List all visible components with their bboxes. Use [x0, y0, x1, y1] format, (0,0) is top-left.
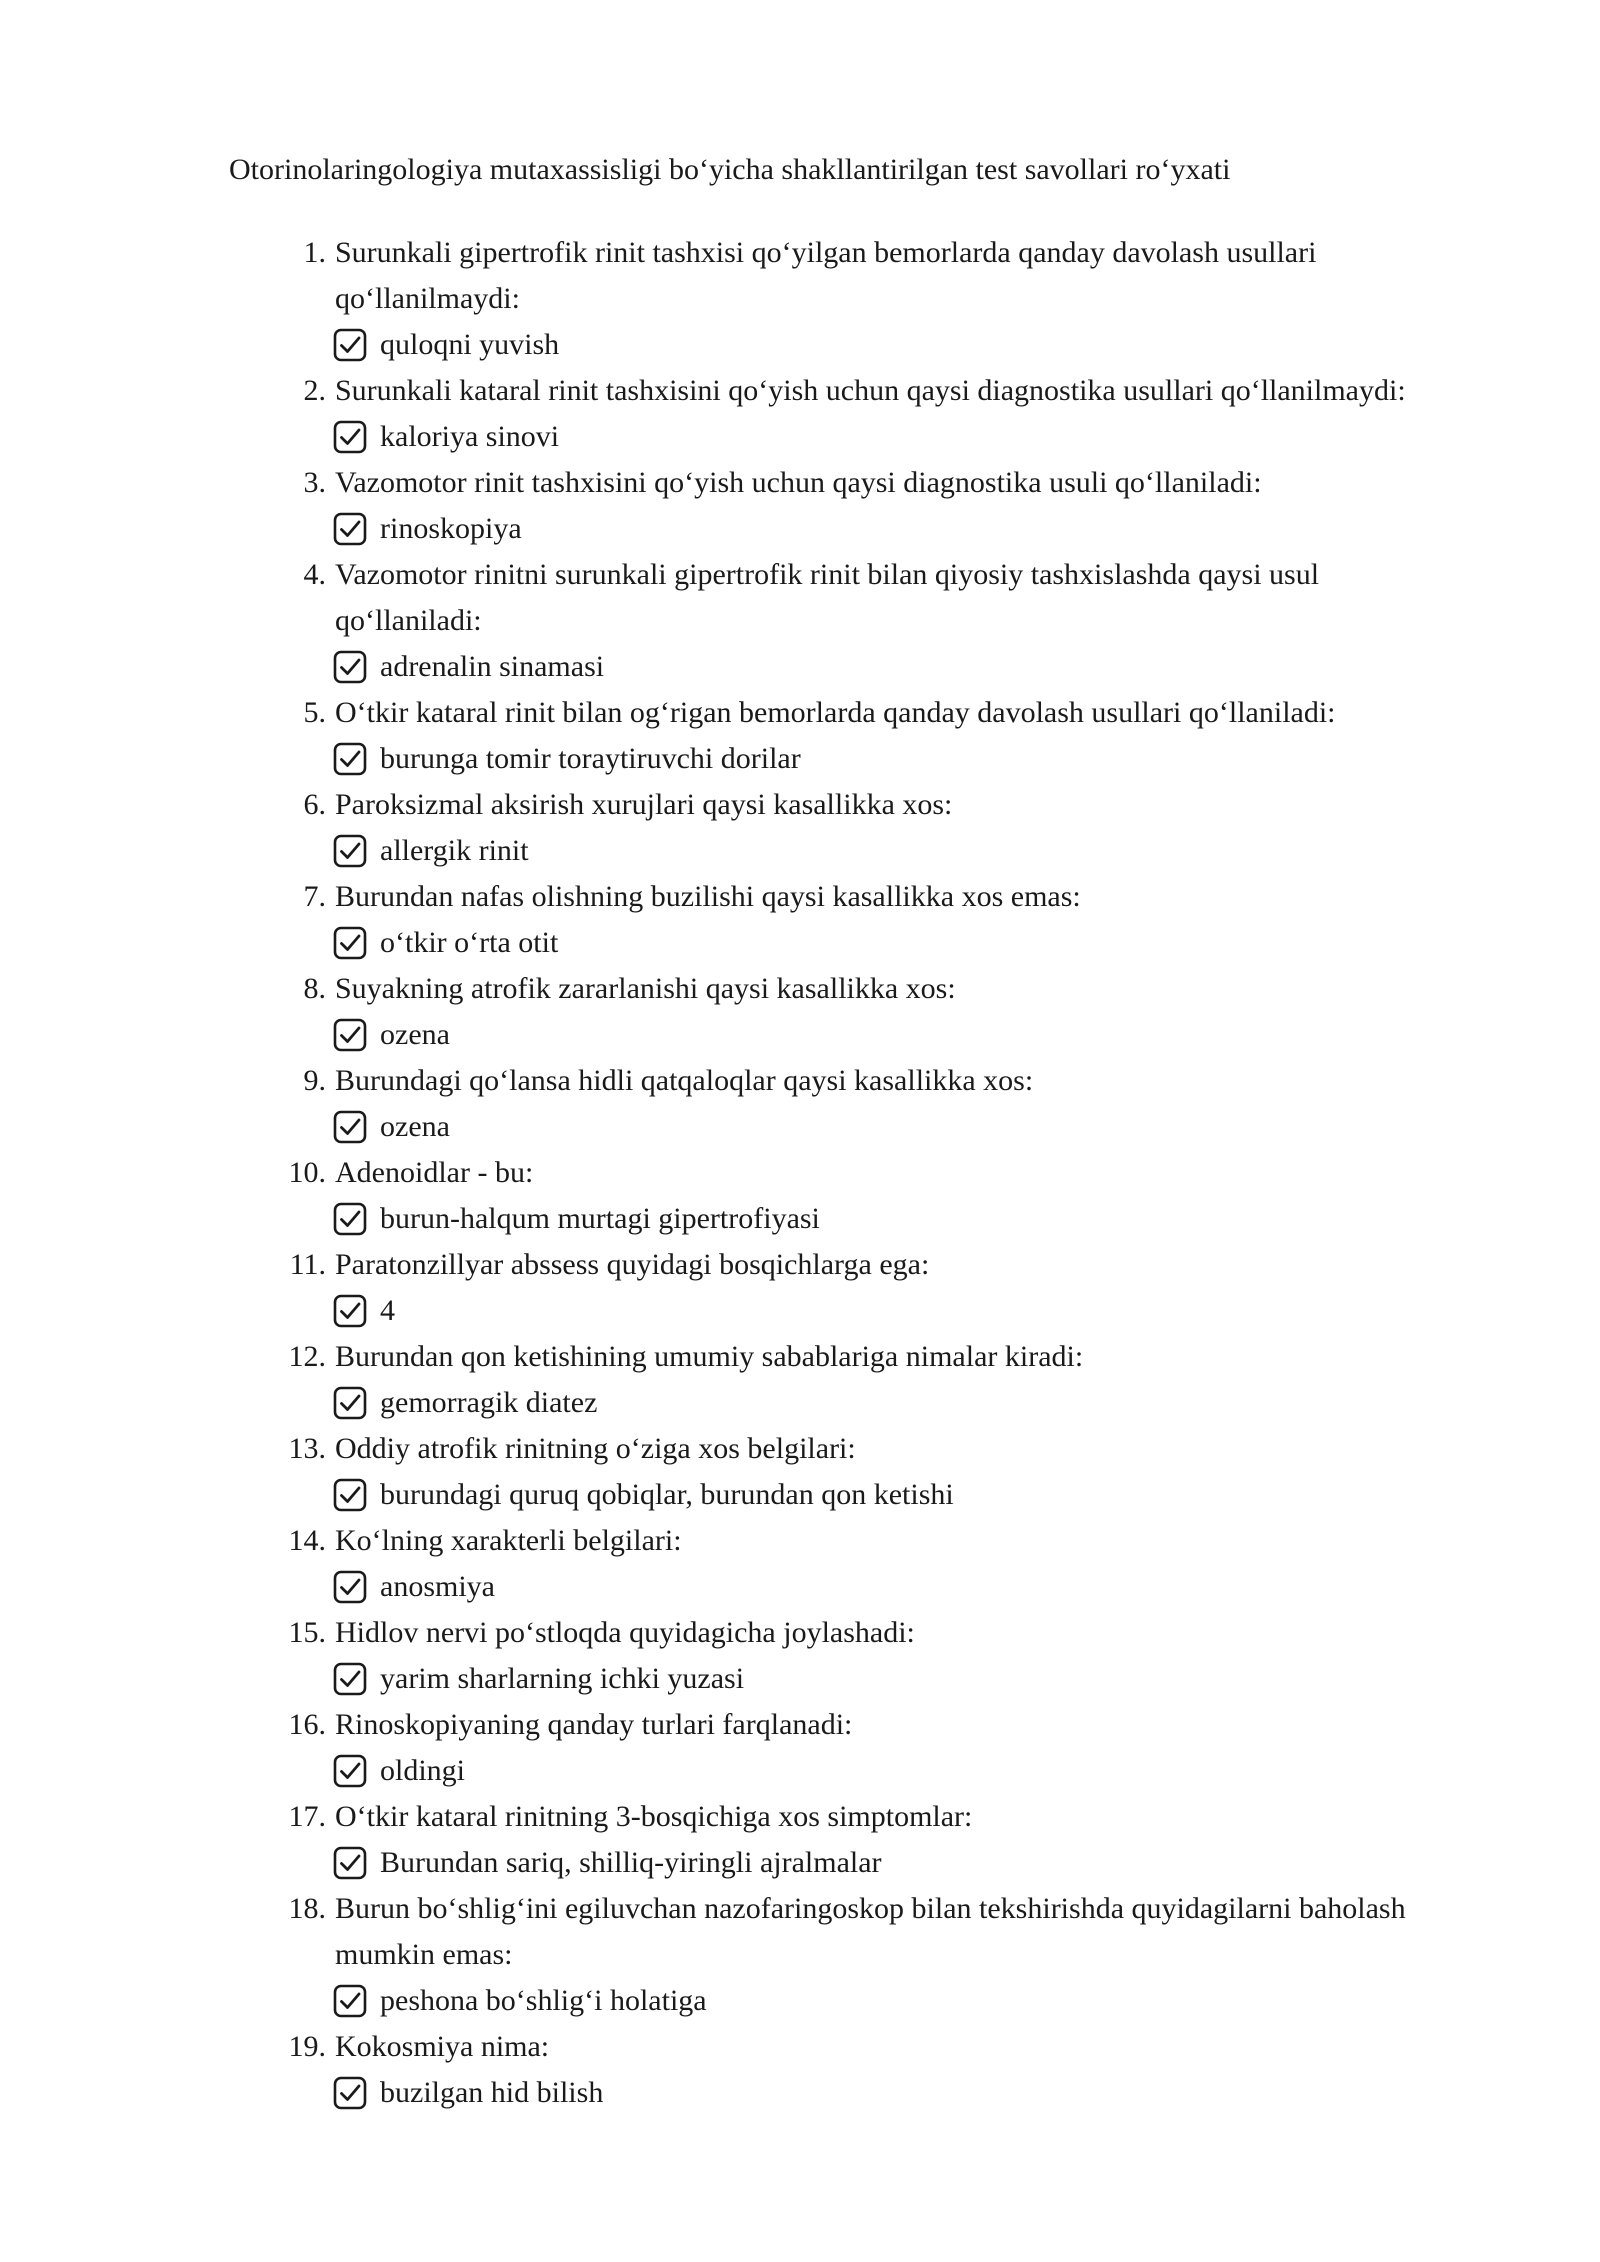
question-number: 17.	[288, 1800, 326, 1833]
answer-text: ozena	[380, 1110, 450, 1143]
question-item	[276, 690, 1526, 782]
question-number: 14.	[288, 1524, 326, 1557]
question-number: 12.	[288, 1340, 326, 1373]
question-number: 15.	[288, 1616, 326, 1649]
question-line	[276, 598, 1526, 644]
question-line	[276, 1702, 1526, 1748]
answer-option	[332, 1748, 1526, 1794]
question-item	[276, 782, 1526, 874]
question-item	[276, 460, 1526, 552]
question-text: Kokosmiya nima:	[335, 2030, 550, 2063]
question-text: Burundan nafas olishning buzilishi qaysi kasallikka xos emas:	[335, 880, 1081, 913]
question-text: Vazomotor rinitni surunkali gipertrofik rinit bilan qiyosiy tashxislashda qaysi usul	[335, 558, 1320, 591]
answer-text: gemorragik diatez	[380, 1386, 598, 1419]
checked-box-icon	[332, 2075, 368, 2111]
answer-option	[332, 644, 1526, 690]
question-number: 8.	[303, 972, 326, 1005]
question-item	[276, 1058, 1526, 1150]
question-number: 13.	[288, 1432, 326, 1465]
answer-option	[332, 506, 1526, 552]
checked-box-icon	[332, 741, 368, 777]
checked-box-icon	[332, 327, 368, 363]
question-text: Surunkali kataral rinit tashxisini qo‘yish uchun qaysi diagnostika usullari qo‘llanilmaydi:	[335, 374, 1406, 407]
question-number: 11.	[289, 1248, 326, 1281]
answer-text: burunga tomir toraytiruvchi dorilar	[380, 742, 801, 775]
question-number: 7.	[303, 880, 326, 913]
answer-option	[332, 920, 1526, 966]
question-text: Burundagi qo‘lansa hidli qatqaloqlar qaysi kasallikka xos:	[335, 1064, 1034, 1097]
checked-box-icon	[332, 1477, 368, 1513]
question-text: qo‘llanilmaydi:	[335, 282, 520, 315]
question-line	[276, 1426, 1526, 1472]
question-item	[276, 2024, 1526, 2116]
answer-text: burundagi quruq qobiqlar, burundan qon ketishi	[380, 1478, 954, 1511]
question-number: 16.	[288, 1708, 326, 1741]
question-text: mumkin emas:	[335, 1938, 513, 1971]
answer-option	[332, 828, 1526, 874]
answer-text: quloqni yuvish	[380, 328, 560, 361]
question-number: 1.	[303, 236, 326, 269]
question-item	[276, 1610, 1526, 1702]
answer-text: oldingi	[380, 1754, 466, 1787]
question-number: 3.	[303, 466, 326, 499]
answer-text: kaloriya sinovi	[380, 420, 560, 453]
question-line	[276, 1518, 1526, 1564]
question-line	[276, 460, 1526, 506]
question-text: Hidlov nervi po‘stloqda quyidagicha joylashadi:	[335, 1616, 915, 1649]
question-line	[276, 368, 1526, 414]
question-item	[276, 1518, 1526, 1610]
question-line	[276, 1150, 1526, 1196]
question-list	[276, 230, 1526, 2116]
question-line	[276, 1794, 1526, 1840]
answer-option	[332, 1380, 1526, 1426]
question-item	[276, 1150, 1526, 1242]
question-line	[276, 276, 1526, 322]
answer-option	[332, 1978, 1526, 2024]
question-item	[276, 1426, 1526, 1518]
question-item	[276, 1242, 1526, 1334]
checked-box-icon	[332, 511, 368, 547]
answer-option	[332, 1472, 1526, 1518]
question-line	[276, 2024, 1526, 2070]
checked-box-icon	[332, 1017, 368, 1053]
question-item	[276, 1886, 1526, 2024]
answer-text: ozena	[380, 1018, 450, 1051]
answer-text: anosmiya	[380, 1570, 495, 1603]
answer-option	[332, 2070, 1526, 2116]
question-line	[276, 1932, 1526, 1978]
question-number: 2.	[303, 374, 326, 407]
question-line	[276, 782, 1526, 828]
question-text: Vazomotor rinit tashxisini qo‘yish uchun qaysi diagnostika usuli qo‘llaniladi:	[335, 466, 1262, 499]
question-number: 9.	[303, 1064, 326, 1097]
answer-option	[332, 322, 1526, 368]
question-number: 19.	[288, 2030, 326, 2063]
question-line	[276, 1886, 1526, 1932]
question-text: Rinoskopiyaning qanday turlari farqlanadi:	[335, 1708, 853, 1741]
document-title: Otorinolaringologiya mutaxassisligi bo‘yicha shakllantirilgan test savollari ro‘yxati	[229, 153, 1231, 186]
answer-option	[332, 1012, 1526, 1058]
answer-text: 4	[380, 1294, 395, 1327]
answer-option	[332, 1196, 1526, 1242]
answer-option	[332, 1104, 1526, 1150]
question-text: Paroksizmal aksirish xurujlari qaysi kasallikka xos:	[335, 788, 953, 821]
question-text: O‘tkir kataral rinit bilan og‘rigan bemorlarda qanday davolash usullari qo‘llaniladi:	[335, 696, 1336, 729]
answer-text: buzilgan hid bilish	[380, 2076, 604, 2109]
answer-text: adrenalin sinamasi	[380, 650, 605, 683]
question-line	[276, 690, 1526, 736]
answer-text: burun-halqum murtagi gipertrofiyasi	[380, 1202, 820, 1235]
answer-option	[332, 414, 1526, 460]
answer-text: yarim sharlarning ichki yuzasi	[380, 1662, 745, 1695]
question-item	[276, 1794, 1526, 1886]
answer-option	[332, 1564, 1526, 1610]
checked-box-icon	[332, 1385, 368, 1421]
question-line	[276, 552, 1526, 598]
question-text: Ko‘lning xarakterli belgilari:	[335, 1524, 682, 1557]
checked-box-icon	[332, 1293, 368, 1329]
question-text: Suyakning atrofik zararlanishi qaysi kasallikka xos:	[335, 972, 956, 1005]
checked-box-icon	[332, 833, 368, 869]
question-text: Burun bo‘shlig‘ini egiluvchan nazofaringoskop bilan tekshirishda quyidagilarni baholash	[335, 1892, 1406, 1925]
question-item	[276, 1334, 1526, 1426]
question-text: Paratonzillyar abssess quyidagi bosqichlarga ega:	[335, 1248, 930, 1281]
checked-box-icon	[332, 925, 368, 961]
question-line	[276, 874, 1526, 920]
question-text: Surunkali gipertrofik rinit tashxisi qo‘yilgan bemorlarda qanday davolash usullari	[335, 236, 1317, 269]
question-text: Burundan qon ketishining umumiy sabablariga nimalar kiradi:	[335, 1340, 1084, 1373]
question-item	[276, 966, 1526, 1058]
answer-text: allergik rinit	[380, 834, 529, 867]
checked-box-icon	[332, 1983, 368, 2019]
answer-option	[332, 1288, 1526, 1334]
question-item	[276, 1702, 1526, 1794]
checked-box-icon	[332, 1201, 368, 1237]
question-number: 18.	[288, 1892, 326, 1925]
answer-option	[332, 1840, 1526, 1886]
question-number: 6.	[303, 788, 326, 821]
checked-box-icon	[332, 1109, 368, 1145]
question-number: 4.	[303, 558, 326, 591]
question-number: 5.	[303, 696, 326, 729]
question-item	[276, 230, 1526, 368]
question-item	[276, 874, 1526, 966]
checked-box-icon	[332, 1845, 368, 1881]
question-item	[276, 552, 1526, 690]
checked-box-icon	[332, 649, 368, 685]
answer-text: Burundan sariq, shilliq-yiringli ajralmalar	[380, 1846, 882, 1879]
checked-box-icon	[332, 1569, 368, 1605]
checked-box-icon	[332, 419, 368, 455]
question-line	[276, 966, 1526, 1012]
question-line	[276, 230, 1526, 276]
question-text: O‘tkir kataral rinitning 3-bosqichiga xos simptomlar:	[335, 1800, 973, 1833]
answer-text: o‘tkir o‘rta otit	[380, 926, 559, 959]
question-line	[276, 1334, 1526, 1380]
answer-option	[332, 736, 1526, 782]
answer-text: peshona bo‘shlig‘i holatiga	[380, 1984, 707, 2017]
question-text: Oddiy atrofik rinitning o‘ziga xos belgilari:	[335, 1432, 856, 1465]
checked-box-icon	[332, 1753, 368, 1789]
question-line	[276, 1058, 1526, 1104]
answer-option	[332, 1656, 1526, 1702]
question-number: 10.	[288, 1156, 326, 1189]
question-text: qo‘llaniladi:	[335, 604, 482, 637]
checked-box-icon	[332, 1661, 368, 1697]
question-text: Adenoidlar - bu:	[335, 1156, 534, 1189]
question-line	[276, 1242, 1526, 1288]
answer-text: rinoskopiya	[380, 512, 522, 545]
question-line	[276, 1610, 1526, 1656]
question-item	[276, 368, 1526, 460]
